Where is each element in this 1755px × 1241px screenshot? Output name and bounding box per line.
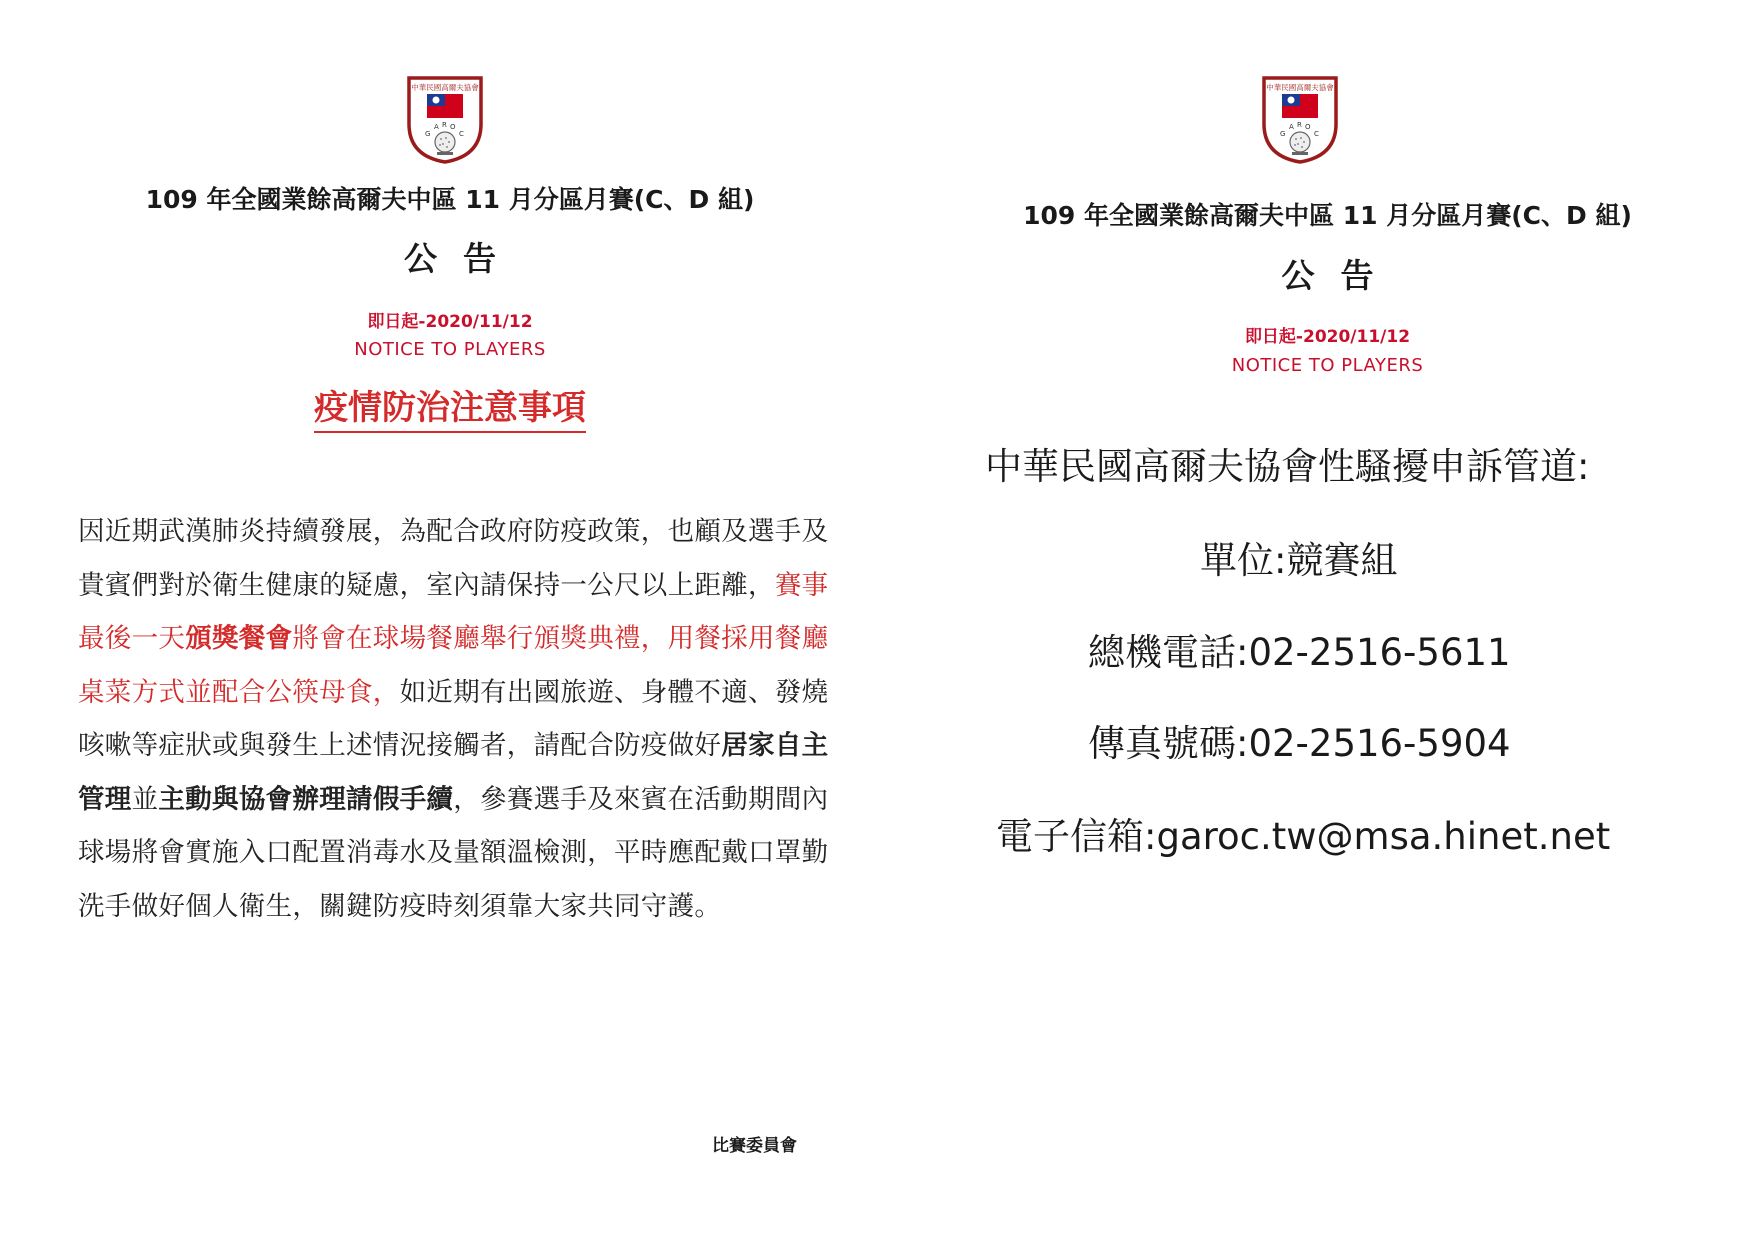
svg-text:R: R [442,121,447,129]
body-segment: 賽事最後一天 [78,569,829,654]
contact-unit: 單位:競賽組 [1200,539,1398,582]
svg-text:中華民國高爾夫協會: 中華民國高爾夫協會 [411,83,479,92]
body-segment: 並 [131,783,159,815]
svg-text:G: G [1280,130,1286,138]
garoc-emblem-icon [405,72,485,164]
svg-text:O: O [450,123,456,131]
garoc-logo [1260,72,1340,164]
svg-text:G: G [425,130,431,138]
body-segment: 主動與協會辦理請假手續 [158,783,454,815]
subject-wrapper [0,380,900,429]
body-segment: 頒獎餐會 [185,623,293,654]
harassment-channel-title: 中華民國高爾夫協會性騷擾申訴管道: [985,445,1590,488]
garoc-emblem-icon [1260,72,1340,164]
event-title: 109 年全國業餘高爾夫中區 11 月分區月賽(C、D 組) [145,185,755,214]
svg-text:A: A [1289,123,1294,131]
subject-title: 疫情防治注意事項 [314,388,586,433]
right-page [900,0,1755,1241]
body-segment: ，參賽選手及來賓在活動期間內球場將會實施入口配置消毒水及量額溫檢測，平時應配戴口罩勤洗手做好個人衛生，關鍵防疫時刻須靠大家共同守護。 [78,783,829,922]
svg-text:R: R [1297,121,1302,129]
body-segment: 如近期有出國旅遊、身體不適、發燒咳嗽等症狀或與發生上述情況接觸者，請配合防疫做好 [78,676,829,761]
svg-text:C: C [459,130,464,138]
event-title: 109 年全國業餘高爾夫中區 11 月分區月賽(C、D 組) [1023,201,1632,230]
svg-text:中華民國高爾夫協會: 中華民國高爾夫協會 [1266,83,1334,92]
body-segment: 將會在球場餐廳舉行頒獎典禮，用餐採用餐廳桌菜方式並配合公筷母食， [78,623,829,708]
contact-phone: 總機電話:02-2516-5611 [1088,631,1511,674]
announcement-heading: 公告 [1281,256,1400,295]
contact-email[interactable]: 電子信箱:garoc.tw@msa.hinet.net [996,815,1611,858]
notice-body [78,505,838,933]
effective-date: 即日起-2020/11/12 [1244,327,1411,347]
body-segment: 居家自主管理 [78,730,829,815]
effective-date: 即日起-2020/11/12 [367,312,533,332]
notice-to-players: NOTICE TO PLAYERS [354,339,546,360]
svg-text:A: A [434,123,439,131]
contact-fax: 傳真號碼:02-2516-5904 [1088,722,1511,765]
svg-text:C: C [1314,130,1319,138]
svg-text:O: O [1305,123,1311,131]
committee-signature: 比賽委員會 [712,1136,797,1156]
announcement-heading: 公告 [404,239,522,278]
garoc-logo [405,72,485,164]
notice-to-players: NOTICE TO PLAYERS [1231,355,1424,376]
body-segment: 因近期武漢肺炎持續發展，為配合政府防疫政策，也顧及選手及貴賓們對於衛生健康的疑慮，室內請保持一公尺以上距離， [78,516,829,601]
